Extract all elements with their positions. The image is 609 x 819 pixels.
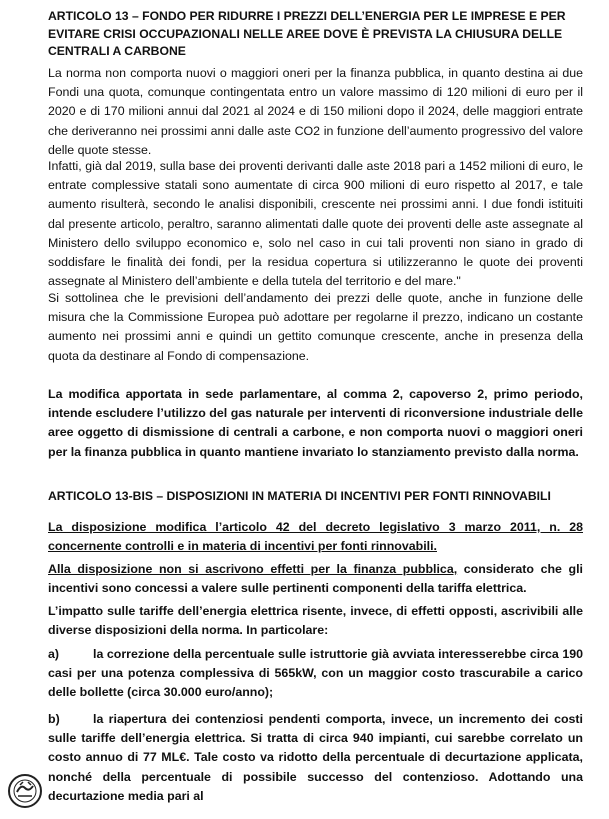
article-13-heading: ARTICOLO 13 – FONDO PER RIDURRE I PREZZI DELL’ENERGIA PER LE IMPRESE E PER EVITARE CRISI OCCUPAZIONALI NELLE AREE DOVE È PREVISTA LA CHIUSURA DELLE CENTRALI A CARBONE	[48, 9, 566, 58]
item-b-label: b)	[48, 712, 60, 726]
article-13-bis-paragraph-2	[48, 560, 583, 598]
item-b-text: la riapertura dei contenziosi pendenti comporta, invece, un incremento dei costi sulle tariffe dell’energia elettrica. Si tratta di circa 940 impianti, cui sarebbe correlato un costo annuo di 77 ML€. Tale costo va ridotto della percentuale di decurtazione applicata, nonché della percentuale di possibile successo del contenzioso. Adottando una decurtazione media pari al	[48, 712, 583, 803]
no-effects-statement: Alla disposizione non si ascrivono effetti per la finanza pubblica,	[48, 562, 458, 576]
tariff-components-statement: considerato che gli incentivi sono concessi a valere sulle pertinenti componenti della tariffa elettrica.	[48, 562, 583, 596]
article-13-paragraph-2: Infatti, già dal 2019, sulla base dei proventi derivanti dalle aste 2018 pari a 1452 milioni di euro, le entrate complessive statali sono aumentate di circa 900 milioni di euro rispetto al 2017, e tale aumento risulterà, secondo le analisi disponibili, crescente nei prossimi anni. I due fondi istituiti dal presente articolo, peraltro, saranno alimentati dalle quote dei proventi delle aste assegnate al Ministero dello sviluppo economico e, solo nel caso in cui tali proventi non siano in grado di soddisfare le finalità dei fondi, per la residua copertura si utilizzeranno le quote dei proventi assegnate al Ministero dell’ambiente e della tutela del territorio e del mare."	[48, 159, 583, 289]
item-a-text: la correzione della percentuale sulle istruttorie già avviata interesserebbe circa 190 casi per una potenza complessiva di 565kW, con un maggior costo trascurabile a carico delle bollette (circa 30.000 euro/anno);	[48, 647, 583, 700]
article-13-bis-heading: ARTICOLO 13-BIS – DISPOSIZIONI IN MATERIA DI INCENTIVI PER FONTI RINNOVABILI	[48, 489, 551, 503]
article-13-paragraph-3: Si sottolinea che le previsioni dell’andamento dei prezzi delle quote, anche in funzione delle misura che la Commissione Europea può adottare per regolarne il prezzo, indicano un costante aumento nei prossimi anni e quindi un gettito comunque crescente, anche in presenza della quota da destinare al Fondo di compensazione.	[48, 291, 583, 363]
article-13-bis-paragraph-3: L’impatto sulle tariffe dell’energia elettrica risente, invece, di effetti opposti, ascrivibili alle diverse disposizioni della norma. In particolare:	[48, 604, 583, 638]
article-13-paragraph-1: La norma non comporta nuovi o maggiori oneri per la finanza pubblica, in quanto destina ai due Fondi una quota, comunque contingentata entro un valore massimo di 120 milioni di euro per il 2020 e di 170 milioni annui dal 2021 al 2024 e di 150 milioni dopo il 2024, delle maggiori entrate che deriveranno nei prossimi anni dalle aste CO2 in funzione dell’aumento progressivo del valore delle quote stesse.	[48, 66, 583, 157]
article-13-bis-paragraph-1: La disposizione modifica l’articolo 42 del decreto legislativo 3 marzo 2011, n. 28 concernente controlli e in materia di incentivi per fonti rinnovabili.	[48, 520, 583, 554]
article-13-paragraph-4: La modifica apportata in sede parlamentare, al comma 2, capoverso 2, primo periodo, intende escludere l’utilizzo del gas naturale per interventi di riconversione industriale delle aree oggetto di dismissione di centrali a carbone, e non comporta nuovi o maggiori oneri per la finanza pubblica in quanto mantiene invariato lo stanziamento previsto dalla norma.	[48, 387, 583, 459]
item-a-label: a)	[48, 647, 60, 661]
stamp-logo-icon	[6, 772, 44, 810]
